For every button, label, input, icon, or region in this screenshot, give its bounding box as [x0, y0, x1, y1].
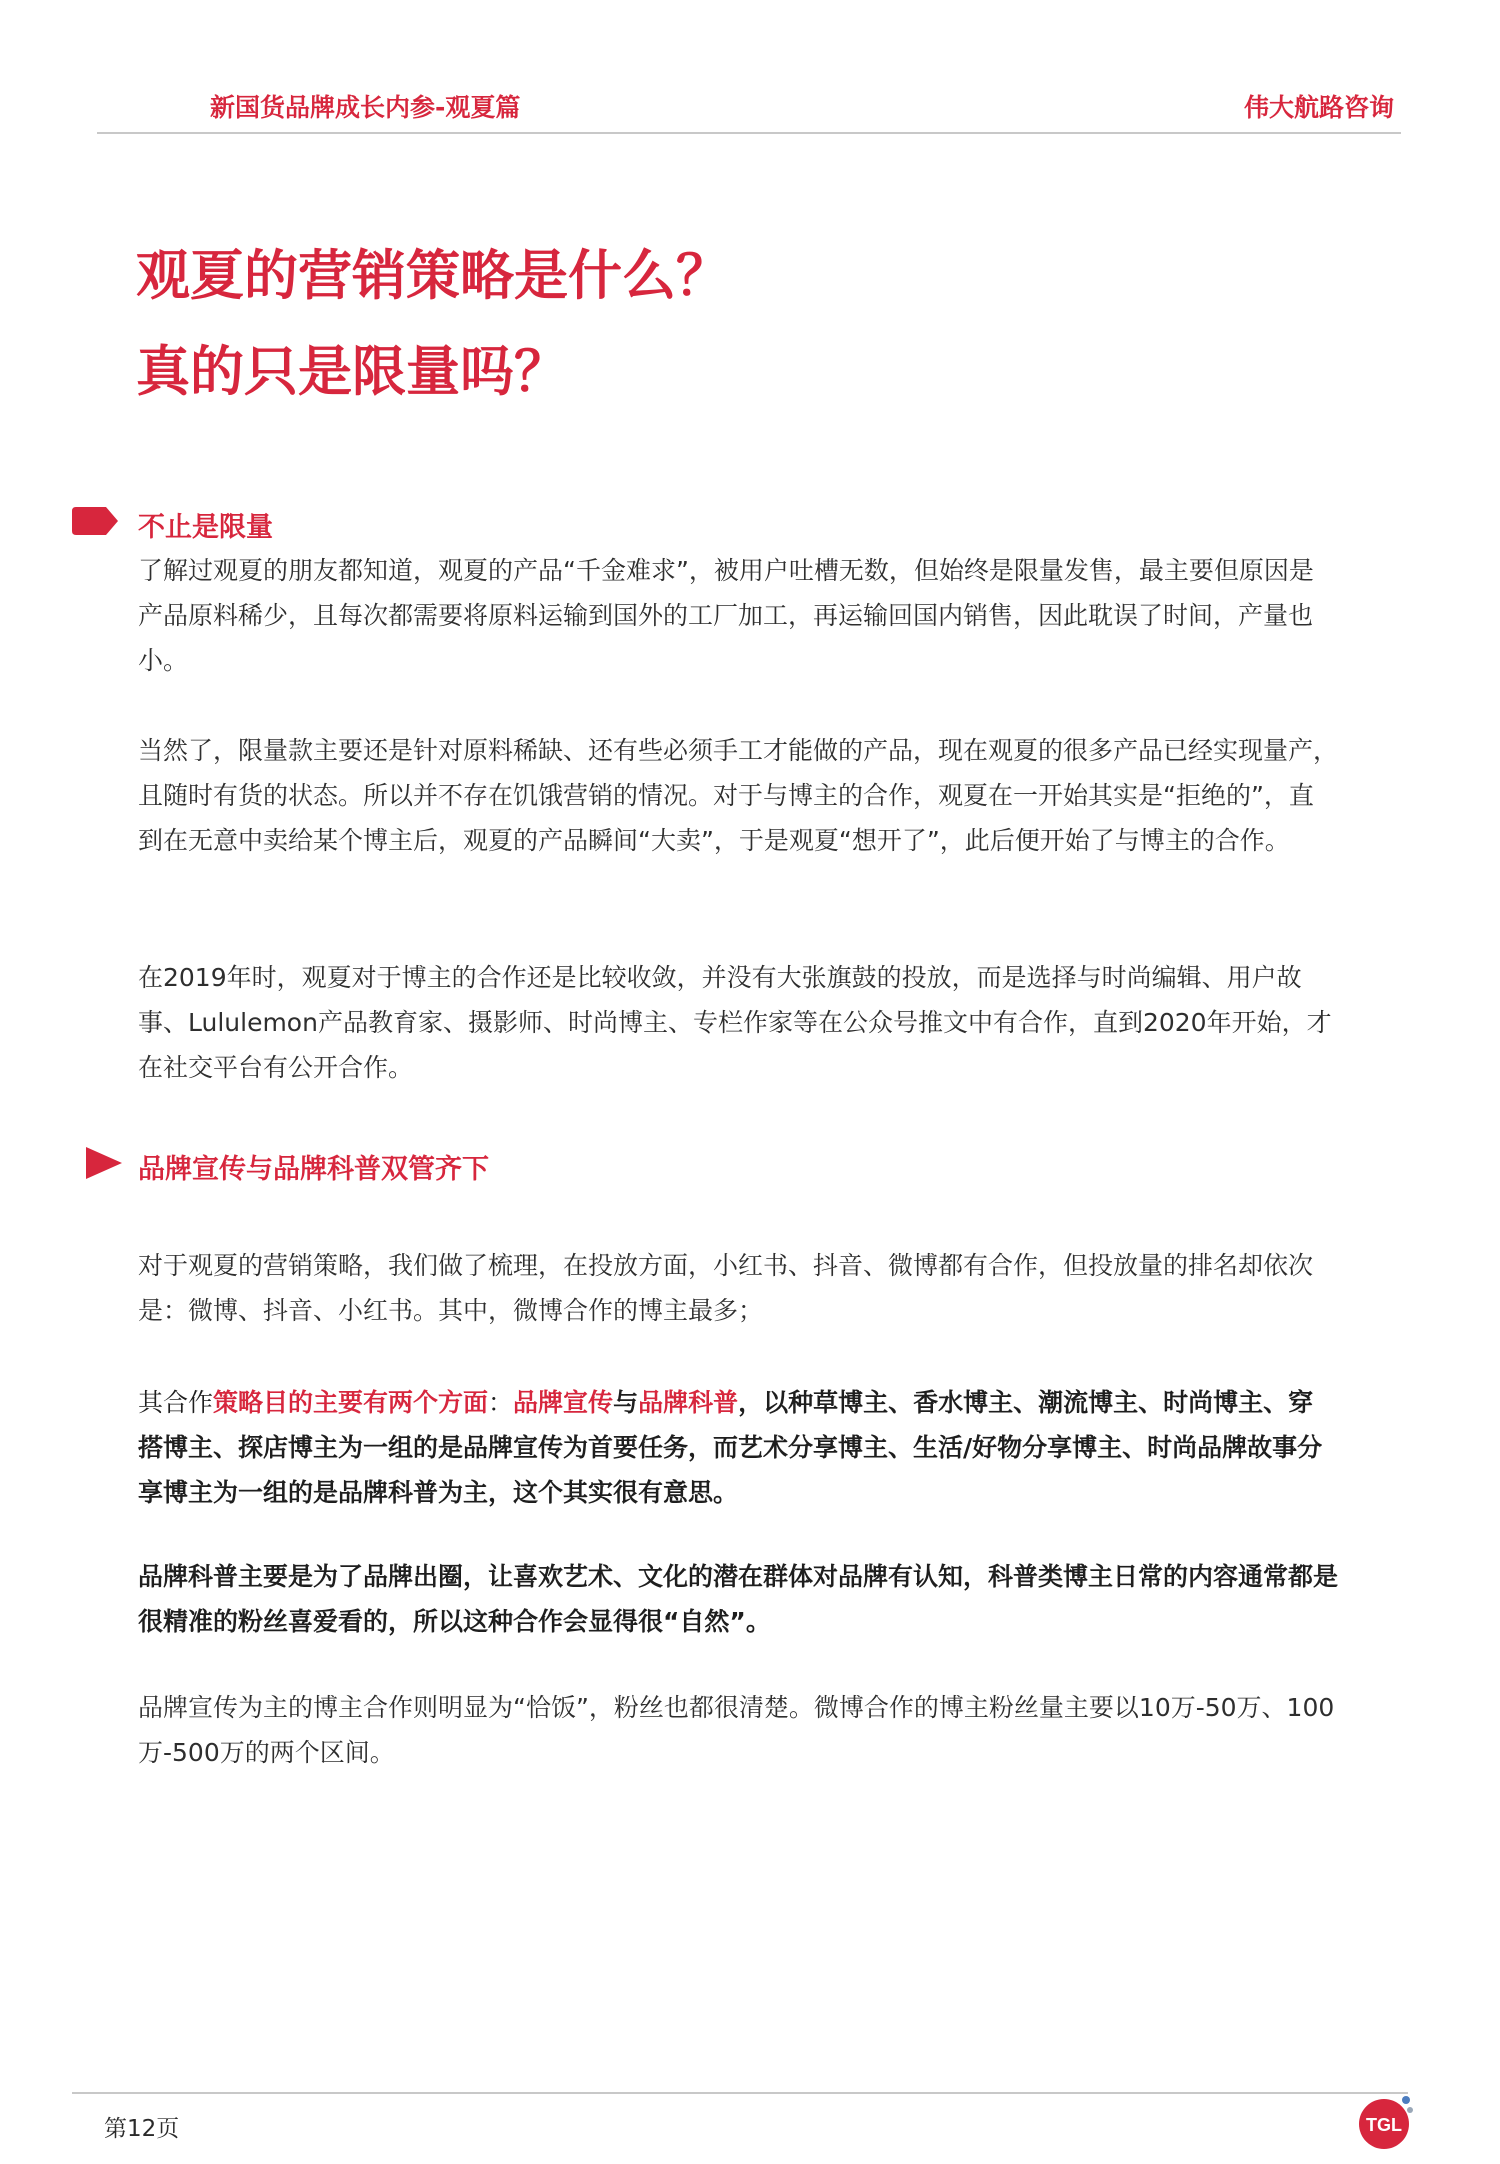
tgl-logo-icon — [1356, 2090, 1416, 2152]
footer-divider — [72, 2092, 1408, 2094]
page-title — [136, 228, 730, 420]
section-heading-1-label: 不止是限量 — [138, 512, 273, 543]
tgl-logo-text: TGL — [1366, 2115, 1402, 2135]
section1-paragraph-2: 当然了，限量款主要还是针对原料稀缺、还有些必须手工才能做的产品，现在观夏的很多产品已经实现量产，且随时有货的状态。所以并不存在饥饿营销的情况。对于与博主的合作，观夏在一开始其实是“拒绝的”，直到在无意中卖给某个博主后，观夏的产品瞬间“大卖”，于是观夏“想开了”，此后便开始了与博主的合作。 — [138, 736, 1339, 855]
play-triangle-icon — [84, 1147, 124, 1179]
p2-highlight-education: 品牌科普 — [638, 1388, 739, 1417]
p2-highlight-promotion: 品牌宣传 — [513, 1388, 614, 1417]
p2-intro-text: 其合作 — [138, 1388, 214, 1417]
header-report-title: 新国货品牌成长内参-观夏篇 — [210, 93, 521, 122]
section2-paragraph-1: 对于观夏的营销策略，我们做了梳理，在投放方面，小红书、抖音、微博都有合作，但投放量的排名却依次是：微博、抖音、小红书。其中，微博合作的博主最多； — [138, 1251, 1314, 1325]
p2-colon: ： — [488, 1388, 514, 1417]
p2-highlight-strategy: 策略目的主要有两个方面 — [213, 1388, 489, 1417]
header-divider — [97, 132, 1401, 134]
header-company-name: 伟大航路咨询 — [1243, 93, 1394, 122]
tag-arrow-icon — [70, 507, 120, 535]
page-header — [100, 88, 1400, 128]
p2-body-text: ，以种草博主、香水博主、潮流博主、时尚博主、穿搭博主、探店博主为一组的是品牌宣传为首要任务，而艺术分享博主、生活/好物分享博主、时尚品牌故事分享博主为一组的是品牌科普为主，这个其实很有意思。 — [138, 1388, 1323, 1507]
p2-and: 与 — [613, 1388, 639, 1417]
section-heading-2-label: 品牌宣传与品牌科普双管齐下 — [138, 1154, 489, 1185]
section2-paragraph-4: 品牌宣传为主的博主合作则明显为“恰饭”，粉丝也都很清楚。微博合作的博主粉丝量主要以10万-50万、100万-500万的两个区间。 — [138, 1693, 1335, 1767]
section1-paragraph-1: 了解过观夏的朋友都知道，观夏的产品“千金难求”，被用户吐槽无数，但始终是限量发售，最主要但原因是产品原料稀少，且每次都需要将原料运输到国外的工厂加工，再运输回国内销售，因此耽误了时间，产量也小。 — [138, 556, 1314, 675]
page-title-line2: 真的只是限量吗？ — [136, 340, 568, 403]
page-number: 第12页 — [104, 2116, 180, 2142]
page-title-line1: 观夏的营销策略是什么？ — [136, 244, 730, 307]
section2-paragraph-3: 品牌科普主要是为了品牌出圈，让喜欢艺术、文化的潜在群体对品牌有认知，科普类博主日常的内容通常都是很精准的粉丝喜爱看的，所以这种合作会显得很“自然”。 — [138, 1562, 1339, 1636]
section2-paragraph-2 — [138, 1380, 1338, 1515]
section1-paragraph-3: 在2019年时，观夏对于博主的合作还是比较收敛，并没有大张旗鼓的投放，而是选择与时尚编辑、用户故事、Lululemon产品教育家、摄影师、时尚博主、专栏作家等在公众号推文中有合作，直到2020年开始，才在社交平台有公开合作。 — [138, 963, 1332, 1082]
